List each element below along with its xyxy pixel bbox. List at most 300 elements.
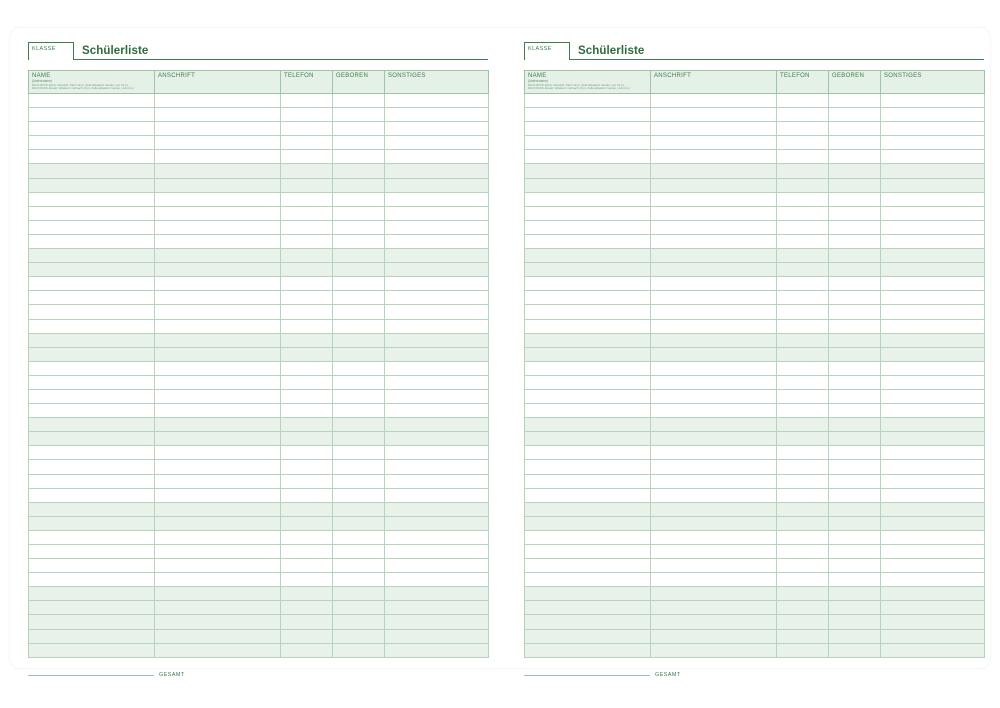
- cell-anschrift[interactable]: [155, 361, 281, 375]
- cell-name[interactable]: [525, 629, 651, 643]
- cell-sonstiges[interactable]: [385, 432, 489, 446]
- cell-anschrift[interactable]: [155, 122, 281, 136]
- cell-sonstiges[interactable]: [881, 601, 985, 615]
- cell-anschrift[interactable]: [651, 249, 777, 263]
- cell-anschrift[interactable]: [651, 418, 777, 432]
- cell-sonstiges[interactable]: [385, 234, 489, 248]
- cell-geboren[interactable]: [829, 249, 881, 263]
- cell-telefon[interactable]: [281, 361, 333, 375]
- cell-telefon[interactable]: [281, 249, 333, 263]
- cell-anschrift[interactable]: [155, 460, 281, 474]
- cell-telefon[interactable]: [281, 559, 333, 573]
- cell-sonstiges[interactable]: [385, 319, 489, 333]
- cell-name[interactable]: [525, 291, 651, 305]
- cell-telefon[interactable]: [281, 488, 333, 502]
- cell-name[interactable]: [29, 122, 155, 136]
- cell-sonstiges[interactable]: [385, 389, 489, 403]
- cell-sonstiges[interactable]: [385, 277, 489, 291]
- cell-name[interactable]: [29, 502, 155, 516]
- cell-sonstiges[interactable]: [385, 474, 489, 488]
- cell-sonstiges[interactable]: [385, 418, 489, 432]
- cell-name[interactable]: [29, 333, 155, 347]
- cell-sonstiges[interactable]: [385, 333, 489, 347]
- cell-sonstiges[interactable]: [881, 122, 985, 136]
- cell-telefon[interactable]: [777, 375, 829, 389]
- cell-telefon[interactable]: [777, 122, 829, 136]
- cell-geboren[interactable]: [829, 234, 881, 248]
- cell-sonstiges[interactable]: [881, 530, 985, 544]
- cell-geboren[interactable]: [829, 291, 881, 305]
- cell-name[interactable]: [525, 601, 651, 615]
- cell-sonstiges[interactable]: [881, 446, 985, 460]
- cell-sonstiges[interactable]: [385, 305, 489, 319]
- cell-name[interactable]: [29, 375, 155, 389]
- cell-name[interactable]: [29, 164, 155, 178]
- cell-telefon[interactable]: [777, 333, 829, 347]
- cell-telefon[interactable]: [777, 601, 829, 615]
- cell-telefon[interactable]: [281, 460, 333, 474]
- cell-sonstiges[interactable]: [881, 474, 985, 488]
- cell-name[interactable]: [525, 643, 651, 657]
- cell-sonstiges[interactable]: [385, 122, 489, 136]
- cell-sonstiges[interactable]: [881, 333, 985, 347]
- cell-telefon[interactable]: [281, 333, 333, 347]
- cell-telefon[interactable]: [281, 319, 333, 333]
- cell-anschrift[interactable]: [155, 94, 281, 108]
- cell-telefon[interactable]: [281, 150, 333, 164]
- cell-anschrift[interactable]: [651, 375, 777, 389]
- cell-telefon[interactable]: [281, 291, 333, 305]
- cell-name[interactable]: [29, 249, 155, 263]
- cell-sonstiges[interactable]: [881, 319, 985, 333]
- cell-sonstiges[interactable]: [385, 108, 489, 122]
- cell-telefon[interactable]: [281, 178, 333, 192]
- cell-name[interactable]: [525, 404, 651, 418]
- cell-telefon[interactable]: [281, 474, 333, 488]
- cell-sonstiges[interactable]: [881, 418, 985, 432]
- cell-anschrift[interactable]: [651, 516, 777, 530]
- cell-geboren[interactable]: [333, 319, 385, 333]
- cell-telefon[interactable]: [777, 319, 829, 333]
- cell-telefon[interactable]: [777, 460, 829, 474]
- cell-name[interactable]: [525, 502, 651, 516]
- cell-telefon[interactable]: [281, 432, 333, 446]
- cell-anschrift[interactable]: [155, 389, 281, 403]
- cell-name[interactable]: [525, 587, 651, 601]
- cell-name[interactable]: [29, 545, 155, 559]
- cell-geboren[interactable]: [333, 545, 385, 559]
- cell-telefon[interactable]: [281, 502, 333, 516]
- cell-name[interactable]: [29, 234, 155, 248]
- cell-geboren[interactable]: [333, 460, 385, 474]
- cell-name[interactable]: [525, 432, 651, 446]
- cell-name[interactable]: [525, 234, 651, 248]
- klasse-field[interactable]: [524, 42, 570, 60]
- cell-geboren[interactable]: [333, 122, 385, 136]
- cell-anschrift[interactable]: [155, 263, 281, 277]
- cell-sonstiges[interactable]: [385, 192, 489, 206]
- cell-anschrift[interactable]: [155, 108, 281, 122]
- cell-sonstiges[interactable]: [881, 502, 985, 516]
- cell-name[interactable]: [29, 291, 155, 305]
- cell-name[interactable]: [525, 220, 651, 234]
- cell-name[interactable]: [525, 319, 651, 333]
- cell-name[interactable]: [29, 389, 155, 403]
- cell-sonstiges[interactable]: [385, 375, 489, 389]
- cell-name[interactable]: [29, 559, 155, 573]
- cell-name[interactable]: [29, 319, 155, 333]
- cell-sonstiges[interactable]: [881, 305, 985, 319]
- cell-geboren[interactable]: [829, 502, 881, 516]
- cell-name[interactable]: [29, 573, 155, 587]
- cell-telefon[interactable]: [281, 122, 333, 136]
- cell-name[interactable]: [525, 178, 651, 192]
- cell-telefon[interactable]: [281, 629, 333, 643]
- cell-telefon[interactable]: [281, 347, 333, 361]
- cell-sonstiges[interactable]: [881, 488, 985, 502]
- cell-sonstiges[interactable]: [881, 375, 985, 389]
- cell-anschrift[interactable]: [651, 615, 777, 629]
- cell-anschrift[interactable]: [155, 587, 281, 601]
- cell-name[interactable]: [525, 361, 651, 375]
- cell-telefon[interactable]: [281, 615, 333, 629]
- cell-anschrift[interactable]: [651, 122, 777, 136]
- cell-name[interactable]: [29, 446, 155, 460]
- cell-geboren[interactable]: [333, 530, 385, 544]
- cell-geboren[interactable]: [333, 136, 385, 150]
- cell-telefon[interactable]: [281, 220, 333, 234]
- cell-name[interactable]: [525, 249, 651, 263]
- cell-telefon[interactable]: [281, 573, 333, 587]
- cell-telefon[interactable]: [777, 361, 829, 375]
- cell-name[interactable]: [525, 164, 651, 178]
- cell-telefon[interactable]: [777, 108, 829, 122]
- cell-anschrift[interactable]: [651, 94, 777, 108]
- cell-telefon[interactable]: [777, 94, 829, 108]
- cell-anschrift[interactable]: [155, 347, 281, 361]
- cell-anschrift[interactable]: [155, 234, 281, 248]
- cell-geboren[interactable]: [333, 249, 385, 263]
- cell-name[interactable]: [525, 333, 651, 347]
- cell-telefon[interactable]: [777, 474, 829, 488]
- cell-anschrift[interactable]: [651, 150, 777, 164]
- cell-telefon[interactable]: [777, 629, 829, 643]
- cell-geboren[interactable]: [333, 347, 385, 361]
- cell-anschrift[interactable]: [651, 488, 777, 502]
- cell-geboren[interactable]: [333, 474, 385, 488]
- cell-name[interactable]: [29, 474, 155, 488]
- cell-anschrift[interactable]: [651, 178, 777, 192]
- cell-telefon[interactable]: [777, 432, 829, 446]
- cell-sonstiges[interactable]: [385, 488, 489, 502]
- cell-sonstiges[interactable]: [881, 615, 985, 629]
- cell-name[interactable]: [29, 643, 155, 657]
- cell-telefon[interactable]: [281, 108, 333, 122]
- cell-name[interactable]: [525, 516, 651, 530]
- cell-geboren[interactable]: [333, 516, 385, 530]
- cell-name[interactable]: [29, 347, 155, 361]
- cell-geboren[interactable]: [333, 94, 385, 108]
- cell-name[interactable]: [525, 474, 651, 488]
- cell-telefon[interactable]: [777, 234, 829, 248]
- cell-sonstiges[interactable]: [385, 601, 489, 615]
- cell-geboren[interactable]: [333, 404, 385, 418]
- cell-anschrift[interactable]: [155, 192, 281, 206]
- cell-geboren[interactable]: [829, 545, 881, 559]
- cell-anschrift[interactable]: [651, 559, 777, 573]
- cell-geboren[interactable]: [333, 234, 385, 248]
- cell-geboren[interactable]: [829, 559, 881, 573]
- cell-name[interactable]: [525, 108, 651, 122]
- cell-telefon[interactable]: [777, 164, 829, 178]
- cell-name[interactable]: [525, 418, 651, 432]
- cell-geboren[interactable]: [333, 108, 385, 122]
- cell-sonstiges[interactable]: [385, 587, 489, 601]
- cell-sonstiges[interactable]: [881, 263, 985, 277]
- cell-sonstiges[interactable]: [881, 347, 985, 361]
- cell-sonstiges[interactable]: [385, 220, 489, 234]
- cell-sonstiges[interactable]: [881, 291, 985, 305]
- cell-anschrift[interactable]: [651, 108, 777, 122]
- cell-telefon[interactable]: [777, 249, 829, 263]
- cell-name[interactable]: [29, 94, 155, 108]
- cell-telefon[interactable]: [281, 305, 333, 319]
- cell-anschrift[interactable]: [155, 206, 281, 220]
- cell-geboren[interactable]: [333, 206, 385, 220]
- cell-geboren[interactable]: [333, 263, 385, 277]
- cell-geboren[interactable]: [829, 263, 881, 277]
- cell-anschrift[interactable]: [651, 389, 777, 403]
- cell-telefon[interactable]: [777, 516, 829, 530]
- cell-sonstiges[interactable]: [881, 136, 985, 150]
- cell-name[interactable]: [525, 545, 651, 559]
- cell-sonstiges[interactable]: [385, 643, 489, 657]
- cell-name[interactable]: [525, 305, 651, 319]
- cell-name[interactable]: [525, 460, 651, 474]
- cell-telefon[interactable]: [777, 263, 829, 277]
- cell-telefon[interactable]: [777, 347, 829, 361]
- cell-name[interactable]: [525, 136, 651, 150]
- cell-geboren[interactable]: [333, 150, 385, 164]
- cell-anschrift[interactable]: [155, 375, 281, 389]
- cell-geboren[interactable]: [829, 488, 881, 502]
- cell-sonstiges[interactable]: [385, 530, 489, 544]
- cell-anschrift[interactable]: [155, 305, 281, 319]
- cell-anschrift[interactable]: [651, 263, 777, 277]
- cell-sonstiges[interactable]: [881, 220, 985, 234]
- cell-geboren[interactable]: [333, 333, 385, 347]
- cell-sonstiges[interactable]: [385, 263, 489, 277]
- cell-sonstiges[interactable]: [881, 192, 985, 206]
- cell-anschrift[interactable]: [651, 361, 777, 375]
- cell-sonstiges[interactable]: [385, 629, 489, 643]
- cell-anschrift[interactable]: [155, 559, 281, 573]
- cell-telefon[interactable]: [281, 94, 333, 108]
- cell-geboren[interactable]: [829, 418, 881, 432]
- klasse-field[interactable]: [28, 42, 74, 60]
- cell-name[interactable]: [525, 530, 651, 544]
- cell-geboren[interactable]: [829, 601, 881, 615]
- cell-anschrift[interactable]: [651, 601, 777, 615]
- cell-sonstiges[interactable]: [881, 587, 985, 601]
- cell-geboren[interactable]: [829, 587, 881, 601]
- cell-anschrift[interactable]: [651, 530, 777, 544]
- cell-name[interactable]: [29, 587, 155, 601]
- cell-geboren[interactable]: [829, 150, 881, 164]
- cell-anschrift[interactable]: [155, 178, 281, 192]
- cell-telefon[interactable]: [777, 277, 829, 291]
- cell-anschrift[interactable]: [155, 446, 281, 460]
- cell-telefon[interactable]: [777, 404, 829, 418]
- cell-anschrift[interactable]: [155, 474, 281, 488]
- cell-telefon[interactable]: [777, 573, 829, 587]
- cell-sonstiges[interactable]: [881, 164, 985, 178]
- cell-geboren[interactable]: [333, 488, 385, 502]
- cell-sonstiges[interactable]: [385, 291, 489, 305]
- cell-anschrift[interactable]: [651, 629, 777, 643]
- cell-telefon[interactable]: [281, 418, 333, 432]
- cell-anschrift[interactable]: [155, 601, 281, 615]
- cell-name[interactable]: [29, 601, 155, 615]
- cell-anschrift[interactable]: [155, 291, 281, 305]
- cell-anschrift[interactable]: [651, 474, 777, 488]
- cell-telefon[interactable]: [777, 389, 829, 403]
- cell-geboren[interactable]: [829, 460, 881, 474]
- cell-sonstiges[interactable]: [385, 361, 489, 375]
- cell-geboren[interactable]: [829, 206, 881, 220]
- cell-anschrift[interactable]: [651, 573, 777, 587]
- cell-sonstiges[interactable]: [881, 432, 985, 446]
- cell-geboren[interactable]: [829, 333, 881, 347]
- cell-telefon[interactable]: [777, 545, 829, 559]
- cell-telefon[interactable]: [281, 643, 333, 657]
- cell-anschrift[interactable]: [651, 277, 777, 291]
- cell-geboren[interactable]: [333, 615, 385, 629]
- cell-name[interactable]: [525, 94, 651, 108]
- cell-geboren[interactable]: [829, 573, 881, 587]
- cell-geboren[interactable]: [333, 559, 385, 573]
- cell-anschrift[interactable]: [155, 530, 281, 544]
- cell-sonstiges[interactable]: [385, 404, 489, 418]
- cell-name[interactable]: [29, 629, 155, 643]
- cell-name[interactable]: [29, 192, 155, 206]
- cell-geboren[interactable]: [829, 347, 881, 361]
- cell-name[interactable]: [29, 361, 155, 375]
- cell-anschrift[interactable]: [651, 587, 777, 601]
- cell-sonstiges[interactable]: [881, 629, 985, 643]
- cell-telefon[interactable]: [281, 277, 333, 291]
- cell-sonstiges[interactable]: [385, 545, 489, 559]
- cell-telefon[interactable]: [777, 220, 829, 234]
- cell-name[interactable]: [29, 418, 155, 432]
- cell-geboren[interactable]: [333, 432, 385, 446]
- cell-name[interactable]: [29, 136, 155, 150]
- cell-anschrift[interactable]: [651, 502, 777, 516]
- cell-name[interactable]: [29, 530, 155, 544]
- cell-anschrift[interactable]: [651, 404, 777, 418]
- cell-telefon[interactable]: [281, 516, 333, 530]
- cell-anschrift[interactable]: [155, 643, 281, 657]
- cell-anschrift[interactable]: [155, 488, 281, 502]
- cell-geboren[interactable]: [333, 375, 385, 389]
- cell-sonstiges[interactable]: [385, 347, 489, 361]
- cell-geboren[interactable]: [333, 291, 385, 305]
- cell-geboren[interactable]: [333, 192, 385, 206]
- cell-anschrift[interactable]: [155, 502, 281, 516]
- cell-geboren[interactable]: [829, 389, 881, 403]
- cell-sonstiges[interactable]: [881, 460, 985, 474]
- cell-anschrift[interactable]: [651, 291, 777, 305]
- cell-geboren[interactable]: [829, 615, 881, 629]
- cell-sonstiges[interactable]: [881, 150, 985, 164]
- cell-telefon[interactable]: [777, 192, 829, 206]
- cell-telefon[interactable]: [777, 206, 829, 220]
- cell-telefon[interactable]: [777, 150, 829, 164]
- cell-telefon[interactable]: [777, 418, 829, 432]
- cell-sonstiges[interactable]: [385, 502, 489, 516]
- cell-geboren[interactable]: [829, 446, 881, 460]
- cell-sonstiges[interactable]: [881, 516, 985, 530]
- cell-sonstiges[interactable]: [385, 94, 489, 108]
- cell-anschrift[interactable]: [155, 573, 281, 587]
- cell-geboren[interactable]: [333, 220, 385, 234]
- cell-telefon[interactable]: [281, 530, 333, 544]
- cell-name[interactable]: [525, 446, 651, 460]
- cell-geboren[interactable]: [829, 108, 881, 122]
- cell-anschrift[interactable]: [155, 150, 281, 164]
- cell-anschrift[interactable]: [155, 432, 281, 446]
- cell-anschrift[interactable]: [651, 164, 777, 178]
- cell-anschrift[interactable]: [651, 446, 777, 460]
- cell-anschrift[interactable]: [651, 220, 777, 234]
- cell-sonstiges[interactable]: [385, 460, 489, 474]
- cell-anschrift[interactable]: [651, 136, 777, 150]
- cell-name[interactable]: [525, 488, 651, 502]
- cell-anschrift[interactable]: [155, 545, 281, 559]
- cell-telefon[interactable]: [777, 446, 829, 460]
- cell-geboren[interactable]: [333, 573, 385, 587]
- cell-anschrift[interactable]: [155, 319, 281, 333]
- cell-anschrift[interactable]: [155, 333, 281, 347]
- cell-geboren[interactable]: [829, 375, 881, 389]
- cell-telefon[interactable]: [281, 601, 333, 615]
- cell-geboren[interactable]: [829, 136, 881, 150]
- cell-telefon[interactable]: [281, 404, 333, 418]
- cell-telefon[interactable]: [777, 488, 829, 502]
- cell-sonstiges[interactable]: [881, 404, 985, 418]
- cell-anschrift[interactable]: [155, 164, 281, 178]
- cell-telefon[interactable]: [281, 446, 333, 460]
- cell-anschrift[interactable]: [155, 629, 281, 643]
- cell-name[interactable]: [29, 178, 155, 192]
- cell-sonstiges[interactable]: [385, 615, 489, 629]
- cell-geboren[interactable]: [333, 178, 385, 192]
- cell-anschrift[interactable]: [155, 136, 281, 150]
- cell-anschrift[interactable]: [651, 333, 777, 347]
- cell-geboren[interactable]: [333, 305, 385, 319]
- cell-sonstiges[interactable]: [385, 136, 489, 150]
- cell-sonstiges[interactable]: [881, 94, 985, 108]
- cell-anschrift[interactable]: [155, 615, 281, 629]
- cell-anschrift[interactable]: [651, 643, 777, 657]
- cell-geboren[interactable]: [829, 178, 881, 192]
- cell-sonstiges[interactable]: [881, 389, 985, 403]
- cell-geboren[interactable]: [829, 122, 881, 136]
- cell-geboren[interactable]: [829, 94, 881, 108]
- cell-name[interactable]: [29, 206, 155, 220]
- cell-name[interactable]: [525, 192, 651, 206]
- cell-anschrift[interactable]: [155, 418, 281, 432]
